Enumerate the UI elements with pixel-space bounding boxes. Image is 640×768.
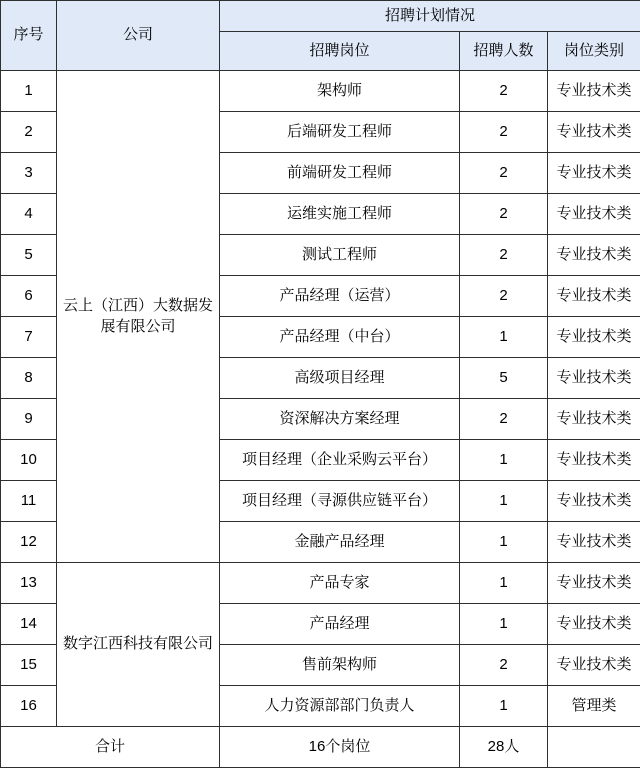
cell-seq: 16 [1,686,57,727]
cell-count: 5 [460,358,548,399]
cell-post: 人力资源部部门负责人 [220,686,460,727]
cell-post: 售前架构师 [220,645,460,686]
cell-seq: 2 [1,112,57,153]
cell-seq: 12 [1,522,57,563]
cell-post: 产品经理 [220,604,460,645]
cell-post: 运维实施工程师 [220,194,460,235]
cell-seq: 5 [1,235,57,276]
cell-count: 2 [460,71,548,112]
cell-total-category [548,727,640,768]
cell-count: 2 [460,194,548,235]
cell-category: 专业技术类 [548,194,640,235]
cell-seq: 3 [1,153,57,194]
cell-total-label: 合计 [1,727,220,768]
cell-category: 专业技术类 [548,522,640,563]
cell-count: 1 [460,440,548,481]
cell-post: 高级项目经理 [220,358,460,399]
column-header-seq: 序号 [1,1,57,71]
cell-post: 资深解决方案经理 [220,399,460,440]
cell-count: 2 [460,153,548,194]
cell-count: 1 [460,563,548,604]
cell-seq: 1 [1,71,57,112]
table-body [1,71,640,768]
table-head [1,1,640,71]
cell-seq: 6 [1,276,57,317]
table-total-row [1,727,640,768]
column-header-count: 招聘人数 [460,32,548,71]
cell-seq: 11 [1,481,57,522]
column-header-plan-group: 招聘计划情况 [220,1,640,32]
cell-count: 2 [460,112,548,153]
cell-count: 1 [460,481,548,522]
cell-count: 1 [460,317,548,358]
header-row-top [1,1,640,32]
cell-category: 专业技术类 [548,399,640,440]
cell-post: 架构师 [220,71,460,112]
cell-total-post: 16个岗位 [220,727,460,768]
cell-seq: 15 [1,645,57,686]
table-row [1,563,640,604]
cell-post: 金融产品经理 [220,522,460,563]
column-header-post: 招聘岗位 [220,32,460,71]
cell-count: 1 [460,522,548,563]
cell-category: 专业技术类 [548,235,640,276]
cell-category: 专业技术类 [548,440,640,481]
cell-category: 专业技术类 [548,358,640,399]
cell-post: 产品经理（中台） [220,317,460,358]
cell-company: 数字江西科技有限公司 [57,563,220,727]
cell-seq: 8 [1,358,57,399]
cell-seq: 4 [1,194,57,235]
cell-count: 1 [460,604,548,645]
cell-seq: 14 [1,604,57,645]
cell-post: 项目经理（寻源供应链平台） [220,481,460,522]
cell-post: 测试工程师 [220,235,460,276]
cell-seq: 9 [1,399,57,440]
cell-count: 2 [460,235,548,276]
cell-seq: 7 [1,317,57,358]
column-header-category: 岗位类别 [548,32,640,71]
cell-category: 专业技术类 [548,563,640,604]
cell-category: 专业技术类 [548,71,640,112]
cell-post: 后端研发工程师 [220,112,460,153]
cell-company: 云上（江西）大数据发展有限公司 [57,71,220,563]
cell-post: 产品经理（运营） [220,276,460,317]
cell-category: 专业技术类 [548,645,640,686]
cell-total-count: 28人 [460,727,548,768]
cell-seq: 13 [1,563,57,604]
cell-post: 前端研发工程师 [220,153,460,194]
cell-count: 2 [460,399,548,440]
cell-post: 产品专家 [220,563,460,604]
column-header-company: 公司 [57,1,220,71]
cell-category: 专业技术类 [548,276,640,317]
cell-post: 项目经理（企业采购云平台） [220,440,460,481]
cell-category: 专业技术类 [548,481,640,522]
cell-count: 2 [460,276,548,317]
cell-category: 专业技术类 [548,604,640,645]
cell-category: 专业技术类 [548,153,640,194]
cell-count: 1 [460,686,548,727]
cell-category: 专业技术类 [548,317,640,358]
cell-seq: 10 [1,440,57,481]
table-row [1,71,640,112]
cell-category: 管理类 [548,686,640,727]
cell-category: 专业技术类 [548,112,640,153]
cell-count: 2 [460,645,548,686]
